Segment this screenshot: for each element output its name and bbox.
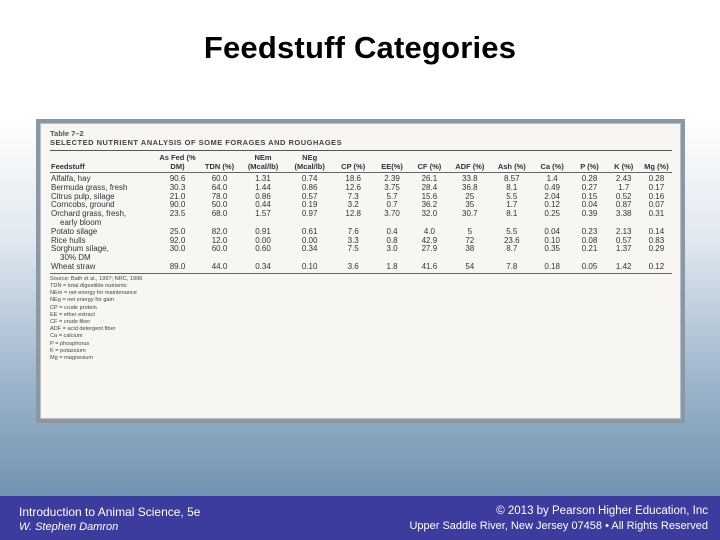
cell-tdn: 60.0	[211, 244, 228, 254]
table-row	[50, 201, 672, 210]
cell-mg: 0.14	[648, 226, 665, 236]
cell-cf: 28.4	[421, 182, 438, 192]
cell-p: 0.15	[581, 191, 598, 201]
cell-mg: 0.17	[648, 182, 665, 192]
cell-ash: 23.6	[503, 235, 520, 245]
col-header-feedstuff: Feedstuff	[50, 153, 156, 173]
cell-feedstuff: Citrus pulp, silage	[51, 191, 115, 201]
cell-cf: 26.1	[421, 174, 438, 183]
cell-ash: 1.7	[506, 200, 518, 210]
cell-cf: 27.9	[421, 244, 438, 254]
col-header-cp: CP (%)	[333, 153, 373, 173]
cell-ee: 0.7	[386, 200, 398, 210]
table-row	[50, 245, 672, 254]
table-footnotes	[50, 276, 672, 362]
cell-tdn: 68.0	[211, 209, 228, 219]
cell-p: 0.04	[581, 200, 598, 210]
cell-k: 3.38	[615, 209, 632, 219]
table-header-row	[50, 153, 672, 173]
table-row	[50, 228, 672, 237]
nutrient-table-panel	[40, 123, 681, 419]
cell-adf: 25	[465, 191, 475, 201]
cell-neg: 0.34	[301, 244, 318, 254]
table-body	[50, 173, 672, 274]
cell-ca: 0.12	[544, 200, 560, 210]
cell-tdn: 82.0	[211, 226, 228, 236]
table-row	[50, 263, 672, 273]
footnote-line: ADF = acid detergent fiber	[50, 326, 116, 333]
footnote-line: CP = crude protein	[50, 304, 97, 311]
cell-p: 0.27	[581, 182, 598, 192]
cell-nem: 1.57	[255, 209, 271, 219]
cell-ee: 1.8	[373, 263, 410, 273]
cell-tdn: 60.0	[211, 174, 228, 183]
cell-asfed: 92.0	[169, 235, 186, 245]
cell-neg: 0.00	[301, 235, 318, 245]
cell-ash: 8.7	[506, 244, 518, 254]
cell-k: 0.57	[615, 235, 632, 245]
col-header-neg: NEg (Mcal/lb)	[286, 153, 333, 173]
table-row	[50, 237, 672, 246]
cell-tdn: 44.0	[199, 263, 239, 273]
cell-ash: 8.1	[506, 182, 518, 192]
cell-nem: 0.60	[255, 244, 271, 254]
cell-asfed: 30.0	[169, 244, 186, 254]
cell-ee: 0.4	[386, 226, 398, 236]
cell-ash: 5.5	[506, 226, 518, 236]
cell-ca: 0.25	[544, 209, 560, 219]
cell-asfed: 30.3	[169, 182, 186, 192]
footnote-line: EE = ether extract	[50, 311, 95, 318]
cell-mg: 0.29	[648, 244, 665, 254]
table-row	[50, 193, 672, 202]
cell-p: 0.23	[581, 226, 598, 236]
cell-ca: 2.04	[544, 191, 560, 201]
cell-k: 2.43	[615, 174, 632, 183]
cell-cp: 3.2	[347, 200, 359, 210]
cell-p: 0.05	[572, 263, 606, 273]
footnote-line: NEg = net energy for gain	[50, 297, 114, 304]
col-header-k: K (%)	[607, 153, 641, 173]
cell-ca: 0.18	[532, 263, 572, 273]
cell-adf: 33.8	[462, 174, 478, 183]
cell-ash: 7.8	[492, 263, 532, 273]
cell-cf: 41.6	[411, 263, 448, 273]
table-row-continuation	[50, 254, 672, 263]
cell-asfed: 90.0	[169, 200, 186, 210]
col-header-tdn: TDN (%)	[199, 153, 239, 173]
cell-cp: 7.6	[347, 226, 359, 236]
cell-nem: 0.86	[255, 191, 271, 201]
cell-adf: 30.7	[462, 209, 478, 219]
cell-ee: 3.70	[384, 209, 400, 219]
cell-mg: 0.07	[648, 200, 665, 210]
cell-feedstuff-continuation: early bloom	[60, 217, 102, 227]
slide-title: Feedstuff Categories	[203, 30, 517, 65]
cell-ash: 5.5	[506, 191, 518, 201]
cell-feedstuff: Corncobs, ground	[51, 200, 115, 210]
cell-neg: 0.74	[301, 174, 318, 183]
cell-asfed: 90.6	[169, 174, 186, 183]
cell-k: 1.7	[618, 182, 630, 192]
footer-address: Upper Saddle River, New Jersey 07458 • All Rights Reserved	[409, 520, 708, 532]
cell-cp: 12.6	[345, 182, 361, 192]
cell-nem: 1.31	[255, 174, 271, 183]
cell-feedstuff: Orchard grass, fresh,	[51, 209, 127, 219]
col-header-asfed: As Fed (% DM)	[156, 153, 200, 173]
cell-cf: 36.2	[421, 200, 438, 210]
cell-adf: 38	[465, 244, 475, 254]
footer-author: W. Stephen Damron	[19, 521, 119, 533]
cell-neg: 0.57	[301, 191, 318, 201]
cell-ee: 3.75	[384, 182, 400, 192]
cell-nem: 0.34	[240, 263, 287, 273]
cell-feedstuff: Potato silage	[51, 226, 98, 236]
cell-tdn: 78.0	[211, 191, 228, 201]
cell-cf: 42.9	[421, 235, 438, 245]
footnote-line: Source: Bath et al., 1997; NRC, 1996	[50, 275, 143, 282]
cell-mg: 0.28	[648, 174, 665, 183]
cell-cp: 18.6	[345, 174, 361, 183]
cell-adf: 36.8	[462, 182, 478, 192]
cell-ee: 5.7	[386, 191, 398, 201]
cell-feedstuff: Wheat straw	[50, 263, 156, 273]
cell-k: 0.52	[615, 191, 632, 201]
cell-feedstuff-continuation: 30% DM	[60, 253, 91, 263]
cell-p: 0.28	[581, 174, 598, 183]
cell-ee: 3.0	[386, 244, 398, 254]
cell-mg: 0.12	[641, 263, 672, 273]
table-row-continuation	[50, 219, 672, 228]
footnote-line: CF = crude fiber	[50, 318, 91, 325]
col-header-ca: Ca (%)	[532, 153, 572, 173]
table-image-frame	[36, 119, 685, 423]
cell-ee: 2.39	[384, 174, 400, 183]
cell-neg: 0.86	[301, 182, 318, 192]
cell-k: 0.87	[615, 200, 632, 210]
cell-ee: 0.8	[386, 235, 398, 245]
cell-mg: 0.31	[648, 209, 665, 219]
cell-neg: 0.61	[301, 226, 318, 236]
cell-adf: 5	[467, 226, 473, 236]
col-header-ee: EE(%)	[373, 153, 410, 173]
cell-k: 1.42	[607, 263, 641, 273]
cell-neg: 0.19	[301, 200, 318, 210]
table-number: Table 7–2	[50, 129, 84, 138]
cell-adf: 54	[448, 263, 492, 273]
cell-nem: 0.00	[255, 235, 271, 245]
cell-ca: 0.35	[544, 244, 560, 254]
footnote-line: K = potassium	[50, 347, 86, 354]
cell-ca: 0.49	[544, 182, 560, 192]
cell-feedstuff: Alfalfa, hay	[51, 174, 91, 183]
slide-footer	[0, 496, 720, 540]
cell-ash: 8.1	[506, 209, 518, 219]
cell-cp: 7.3	[347, 191, 359, 201]
footer-copyright: © 2013 by Pearson Higher Education, Inc	[496, 505, 708, 517]
col-header-cf: CF (%)	[411, 153, 448, 173]
col-header-ash: Ash (%)	[492, 153, 532, 173]
cell-neg: 0.10	[286, 263, 333, 273]
cell-p: 0.39	[581, 209, 598, 219]
cell-adf: 35	[465, 200, 475, 210]
footnote-line: P = phosphorus	[50, 340, 90, 347]
cell-ash: 8.57	[503, 174, 520, 183]
cell-tdn: 50.0	[211, 200, 228, 210]
col-header-mg: Mg (%)	[641, 153, 672, 173]
cell-p: 0.08	[581, 235, 598, 245]
cell-cp: 3.3	[347, 235, 359, 245]
cell-tdn: 64.0	[211, 182, 228, 192]
cell-feedstuff: Rice hulls	[51, 235, 86, 245]
cell-k: 2.13	[615, 226, 632, 236]
cell-k: 1.37	[615, 244, 632, 254]
cell-cf: 4.0	[423, 226, 435, 236]
cell-nem: 1.44	[255, 182, 271, 192]
nutrient-table	[50, 153, 672, 274]
table-row	[50, 210, 672, 219]
cell-feedstuff: Sorghum silage,	[51, 244, 109, 254]
cell-cp: 3.6	[333, 263, 373, 273]
cell-mg: 0.83	[648, 235, 665, 245]
cell-ca: 0.04	[544, 226, 560, 236]
cell-ca: 1.4	[546, 174, 558, 183]
col-header-p: P (%)	[572, 153, 606, 173]
cell-ca: 0.10	[544, 235, 560, 245]
table-row	[50, 184, 672, 193]
cell-cp: 12.8	[345, 209, 361, 219]
cell-p: 0.21	[581, 244, 598, 254]
cell-asfed: 25.0	[169, 226, 186, 236]
cell-nem: 0.91	[255, 226, 271, 236]
cell-adf: 72	[465, 235, 475, 245]
cell-cp: 7.5	[347, 244, 359, 254]
table-row	[50, 173, 672, 184]
cell-cf: 15.6	[421, 191, 438, 201]
table-title: SELECTED NUTRIENT ANALYSIS OF SOME FORAGES AND ROUGHAGES	[50, 138, 672, 151]
cell-cf: 32.0	[421, 209, 438, 219]
cell-asfed: 21.0	[169, 191, 186, 201]
footnote-line: NEm = net energy for maintenance	[50, 290, 137, 297]
cell-mg: 0.16	[648, 191, 665, 201]
cell-nem: 0.44	[255, 200, 271, 210]
footnote-line: Mg = magnesium	[50, 355, 94, 361]
cell-asfed: 89.0	[156, 263, 200, 273]
col-header-nem: NEm (Mcal/lb)	[240, 153, 287, 173]
cell-feedstuff: Bermuda grass, fresh	[51, 182, 128, 192]
footer-book-title: Introduction to Animal Science, 5e	[19, 505, 201, 519]
cell-tdn: 12.0	[211, 235, 228, 245]
cell-asfed: 23.5	[169, 209, 186, 219]
col-header-adf: ADF (%)	[448, 153, 492, 173]
footnote-line: Ca = calcium	[50, 333, 83, 340]
footnote-line: TDN = total digestible nutrients	[50, 282, 127, 289]
cell-neg: 0.97	[301, 209, 318, 219]
